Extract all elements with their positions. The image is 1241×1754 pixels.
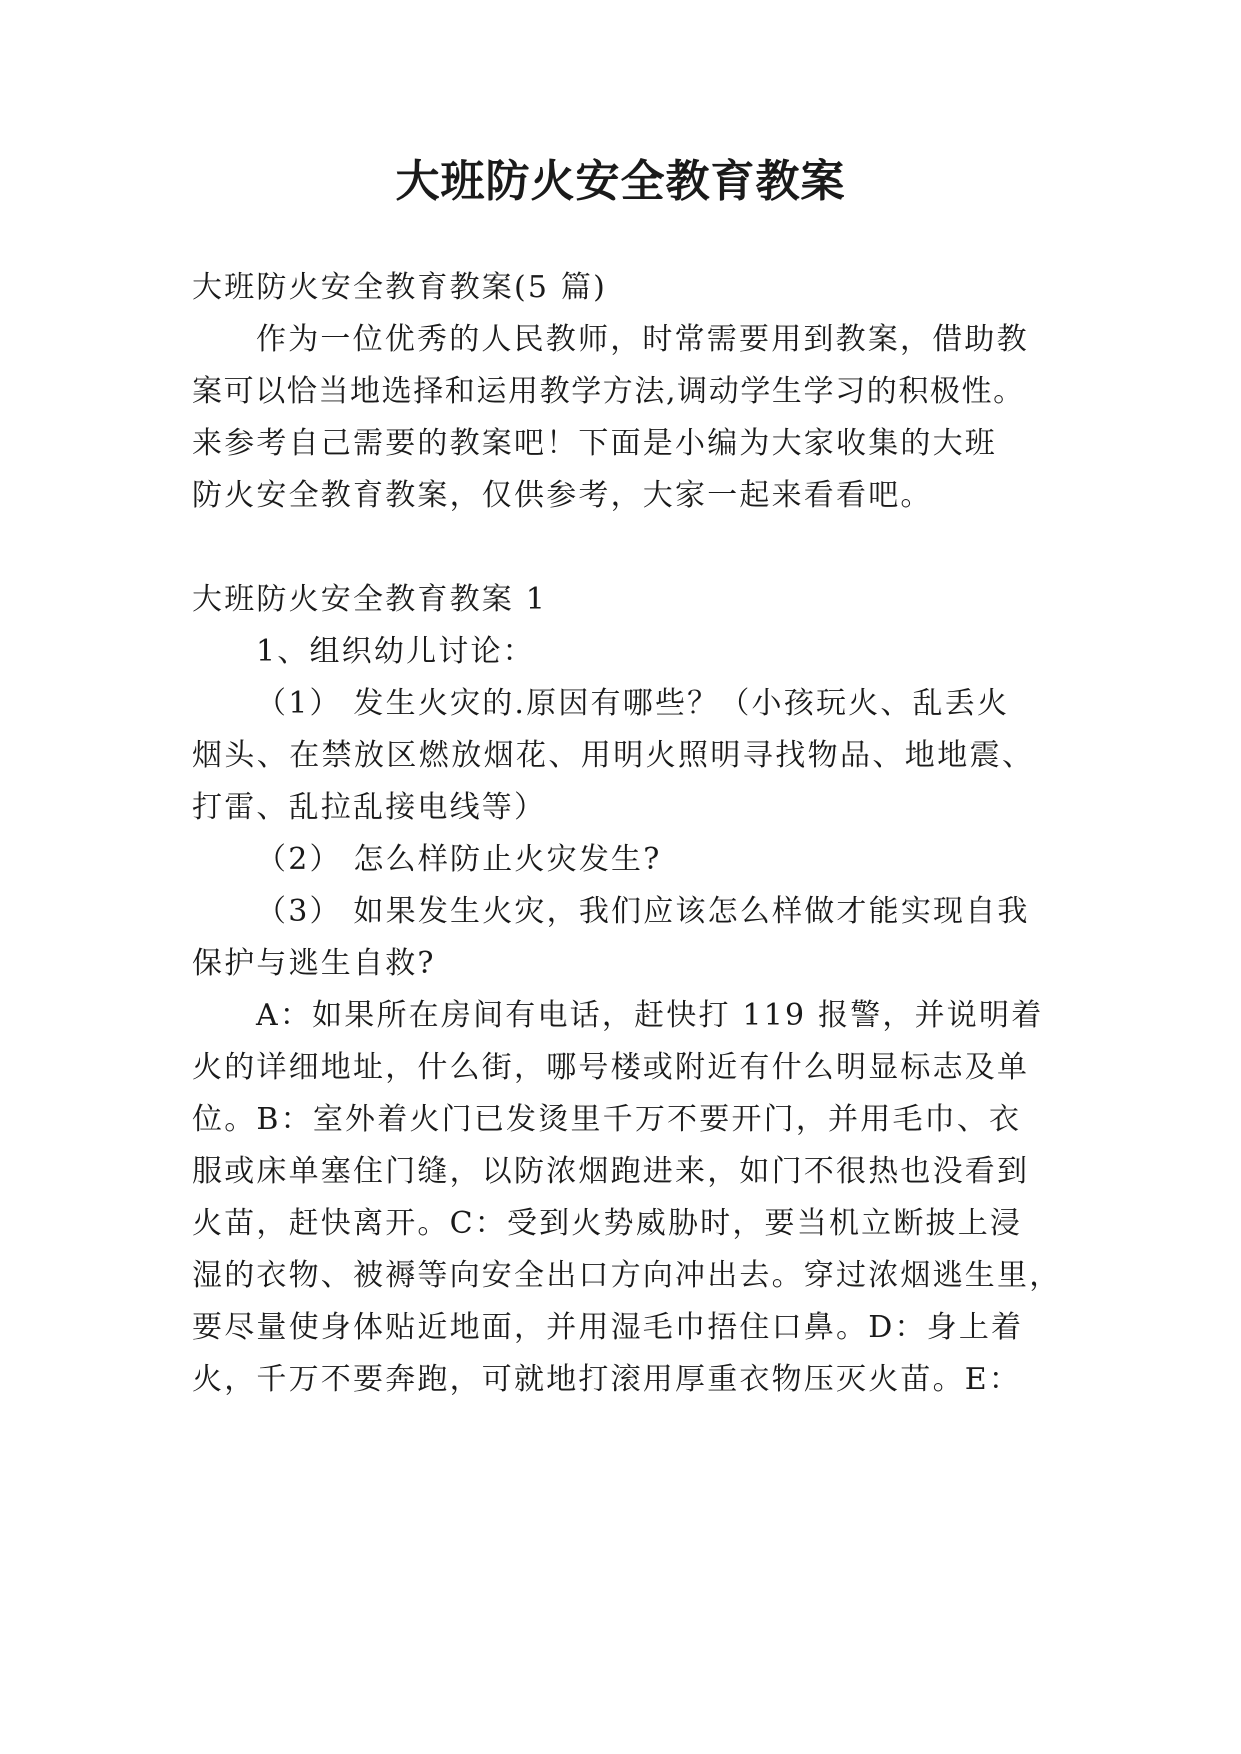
section-line: 火，千万不要奔跑，可就地打滚用厚重衣物压灭火苗。E： [192,1362,1022,1397]
section-line: 湿的衣物、被褥等向安全出口方向冲出去。穿过浓烟逃生里， [192,1258,1062,1293]
section-line: A：如果所在房间有电话，赶快打 119 报警，并说明着 [256,998,1044,1033]
section-line: 火苗，赶快离开。C：受到火势威胁时，要当机立断披上浸 [192,1206,1023,1241]
intro-line: 作为一位优秀的人民教师，时常需要用到教案，借助教 [256,322,1029,357]
section-line: 烟头、在禁放区燃放烟花、用明火照明寻找物品、地地震、 [192,738,1035,773]
section-line: 要尽量使身体贴近地面，并用湿毛巾捂住口鼻。D：身上着 [192,1310,1024,1345]
section-line: 服或床单塞住门缝，以防浓烟跑进来，如门不很热也没看到 [192,1154,1030,1189]
intro-heading: 大班防火安全教育教案(5 篇) [192,270,608,305]
section-heading: 大班防火安全教育教案 1 [192,582,548,617]
section-line: （2） 怎么样防止火灾发生? [256,842,662,877]
intro-line: 来参考自己需要的教案吧！下面是小编为大家收集的大班 [192,426,997,461]
section-line: 打雷、乱拉乱接电线等） [192,790,547,825]
section-line: （3） 如果发生火灾，我们应该怎么样做才能实现自我 [256,894,1030,929]
section-line: 位。B：室外着火门已发烫里千万不要开门，并用毛巾、衣 [192,1102,1022,1137]
intro-line: 案可以恰当地选择和运用教学方法,调动学生学习的积极性。 [192,374,1025,409]
section-line: （1） 发生火灾的.原因有哪些？（小孩玩火、乱丢火 [256,686,1010,721]
intro-line: 防火安全教育教案，仅供参考，大家一起来看看吧。 [192,478,933,513]
section-line: 1、组织幼儿讨论： [256,634,535,669]
document-title: 大班防火安全教育教案 [395,156,846,207]
section-line: 保护与逃生自救? [192,946,436,981]
section-line: 火的详细地址，什么街，哪号楼或附近有什么明显标志及单 [192,1050,1030,1085]
